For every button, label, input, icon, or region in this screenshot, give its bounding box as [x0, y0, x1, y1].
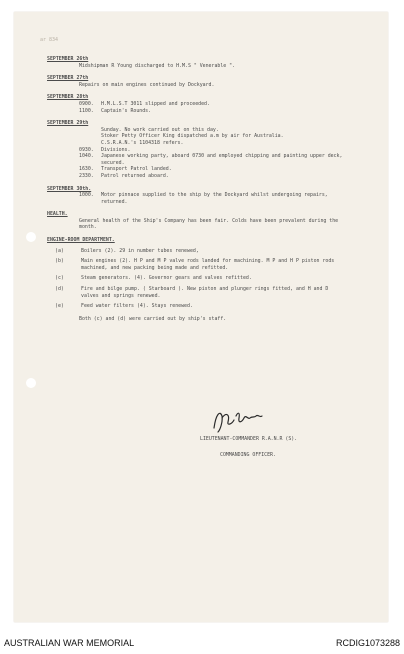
item-label: (b) — [55, 258, 64, 265]
item-label: (c) — [55, 275, 64, 282]
entry-line: Repairs on main engines continued by Dockyard. — [79, 81, 215, 88]
entry-time: 0900. — [79, 100, 94, 107]
log-entry — [47, 56, 347, 69]
entry-text: Patrol returned aboard. — [101, 172, 169, 179]
log-entry — [47, 211, 347, 231]
timed-entry — [47, 101, 347, 108]
entry-time: 1630. — [79, 166, 94, 173]
item-text: Steam generators. (4). Governor gears and valves refitted. — [81, 275, 252, 282]
entry-text: Divisions. — [101, 146, 131, 153]
date-heading: SEPTEMBER 26th — [47, 56, 89, 62]
date-heading: SEPTEMBER 29th — [47, 120, 89, 127]
engine-item — [47, 248, 347, 255]
log-entry — [47, 94, 347, 114]
entry-text: C.S.R.A.N.'s 1104318 refers. — [101, 139, 184, 146]
signature-block — [200, 406, 350, 458]
section-heading: ENGINE-ROOM DEPARTMENT. — [47, 237, 115, 244]
timed-entry — [47, 133, 347, 140]
timed-entry — [47, 108, 347, 115]
entry-time — [79, 127, 101, 134]
report-body — [47, 56, 347, 328]
entry-time: 2330. — [79, 172, 94, 179]
punch-hole — [26, 378, 36, 388]
archive-id: RCDIG1073288 — [335, 638, 400, 648]
archive-footer — [0, 636, 404, 654]
engine-item — [47, 258, 347, 271]
item-text: Fire and bilge pump. ( Starboard ). New piston and plunger rings fitted, and H and D valves and springs renewed. — [81, 286, 329, 299]
engine-item — [47, 286, 347, 299]
engine-room-section — [47, 237, 347, 322]
timed-entry — [47, 147, 347, 154]
entry-time — [79, 133, 101, 140]
entry-text: H.M.L.S.T 3011 slipped and proceeded. — [101, 100, 210, 107]
pencil-annotation: ar 834 — [40, 37, 59, 43]
log-entry — [47, 75, 347, 88]
entry-line: Midshipman R Young discharged to H.M.S " Venerable ". — [79, 62, 236, 69]
timed-entry — [47, 153, 347, 166]
entry-text: Japanese working party, aboard 0730 and employed chipping and painting upper deck, secured. — [101, 153, 343, 166]
log-entry — [47, 186, 347, 206]
entry-time: 1100. — [79, 107, 94, 114]
engine-item — [47, 303, 347, 310]
entry-time: 1040. — [79, 153, 94, 160]
staff-note: Both (c) and (d) were carried out by ship's staff. — [79, 315, 227, 322]
handwritten-signature — [208, 406, 268, 436]
item-label: (d) — [55, 286, 64, 293]
engine-item — [47, 275, 347, 282]
item-text: Main engines (2). H P and M P valve rods landed for machining. M P and H P piston rods machined, and new packing being made and refitted. — [81, 258, 335, 271]
date-heading: SEPTEMBER 27th — [47, 75, 89, 82]
date-heading: SEPTEMBER 30th. — [47, 185, 92, 192]
item-text: Boilers (2). 29 in number tubes renewed, — [81, 247, 199, 254]
entry-text: Sunday. No work carried out on this day. — [101, 126, 219, 133]
item-label: (e) — [55, 303, 64, 310]
archive-name: AUSTRALIAN WAR MEMORIAL — [4, 638, 135, 648]
punch-hole — [26, 232, 36, 242]
timed-entry — [47, 140, 347, 147]
entry-text: Motor pinnace supplied to the ship by the Dockyard whilst undergoing repairs, returned. — [101, 192, 328, 205]
timed-entry — [47, 192, 347, 205]
entry-line: General health of the Ship's Company has been fair. Colds have been prevalent during the month. — [79, 217, 339, 231]
timed-entry — [47, 173, 347, 180]
item-text: Feed water filters (4). Stays renewed. — [81, 303, 193, 310]
section-heading: HEALTH. — [47, 211, 68, 218]
entry-text: Captain's Rounds. — [101, 107, 152, 114]
entry-time: 1000. — [79, 192, 94, 199]
entry-text: Transport Patrol landed. — [101, 166, 172, 173]
entry-time — [79, 140, 101, 147]
entry-text: Stoker Petty Officer King dispatched a.m by air for Australia. — [101, 133, 284, 140]
entry-time: 0930. — [79, 146, 94, 153]
signatory-title: COMMANDING OFFICER. — [220, 452, 276, 458]
date-heading: SEPTEMBER 28th — [47, 94, 89, 101]
log-entry — [47, 120, 347, 179]
item-label: (a) — [55, 247, 64, 254]
timed-entry — [47, 166, 347, 173]
signatory-rank: LIEUTENANT-COMMANDER R.A.N.R (S). — [200, 436, 298, 442]
timed-entry — [47, 127, 347, 134]
